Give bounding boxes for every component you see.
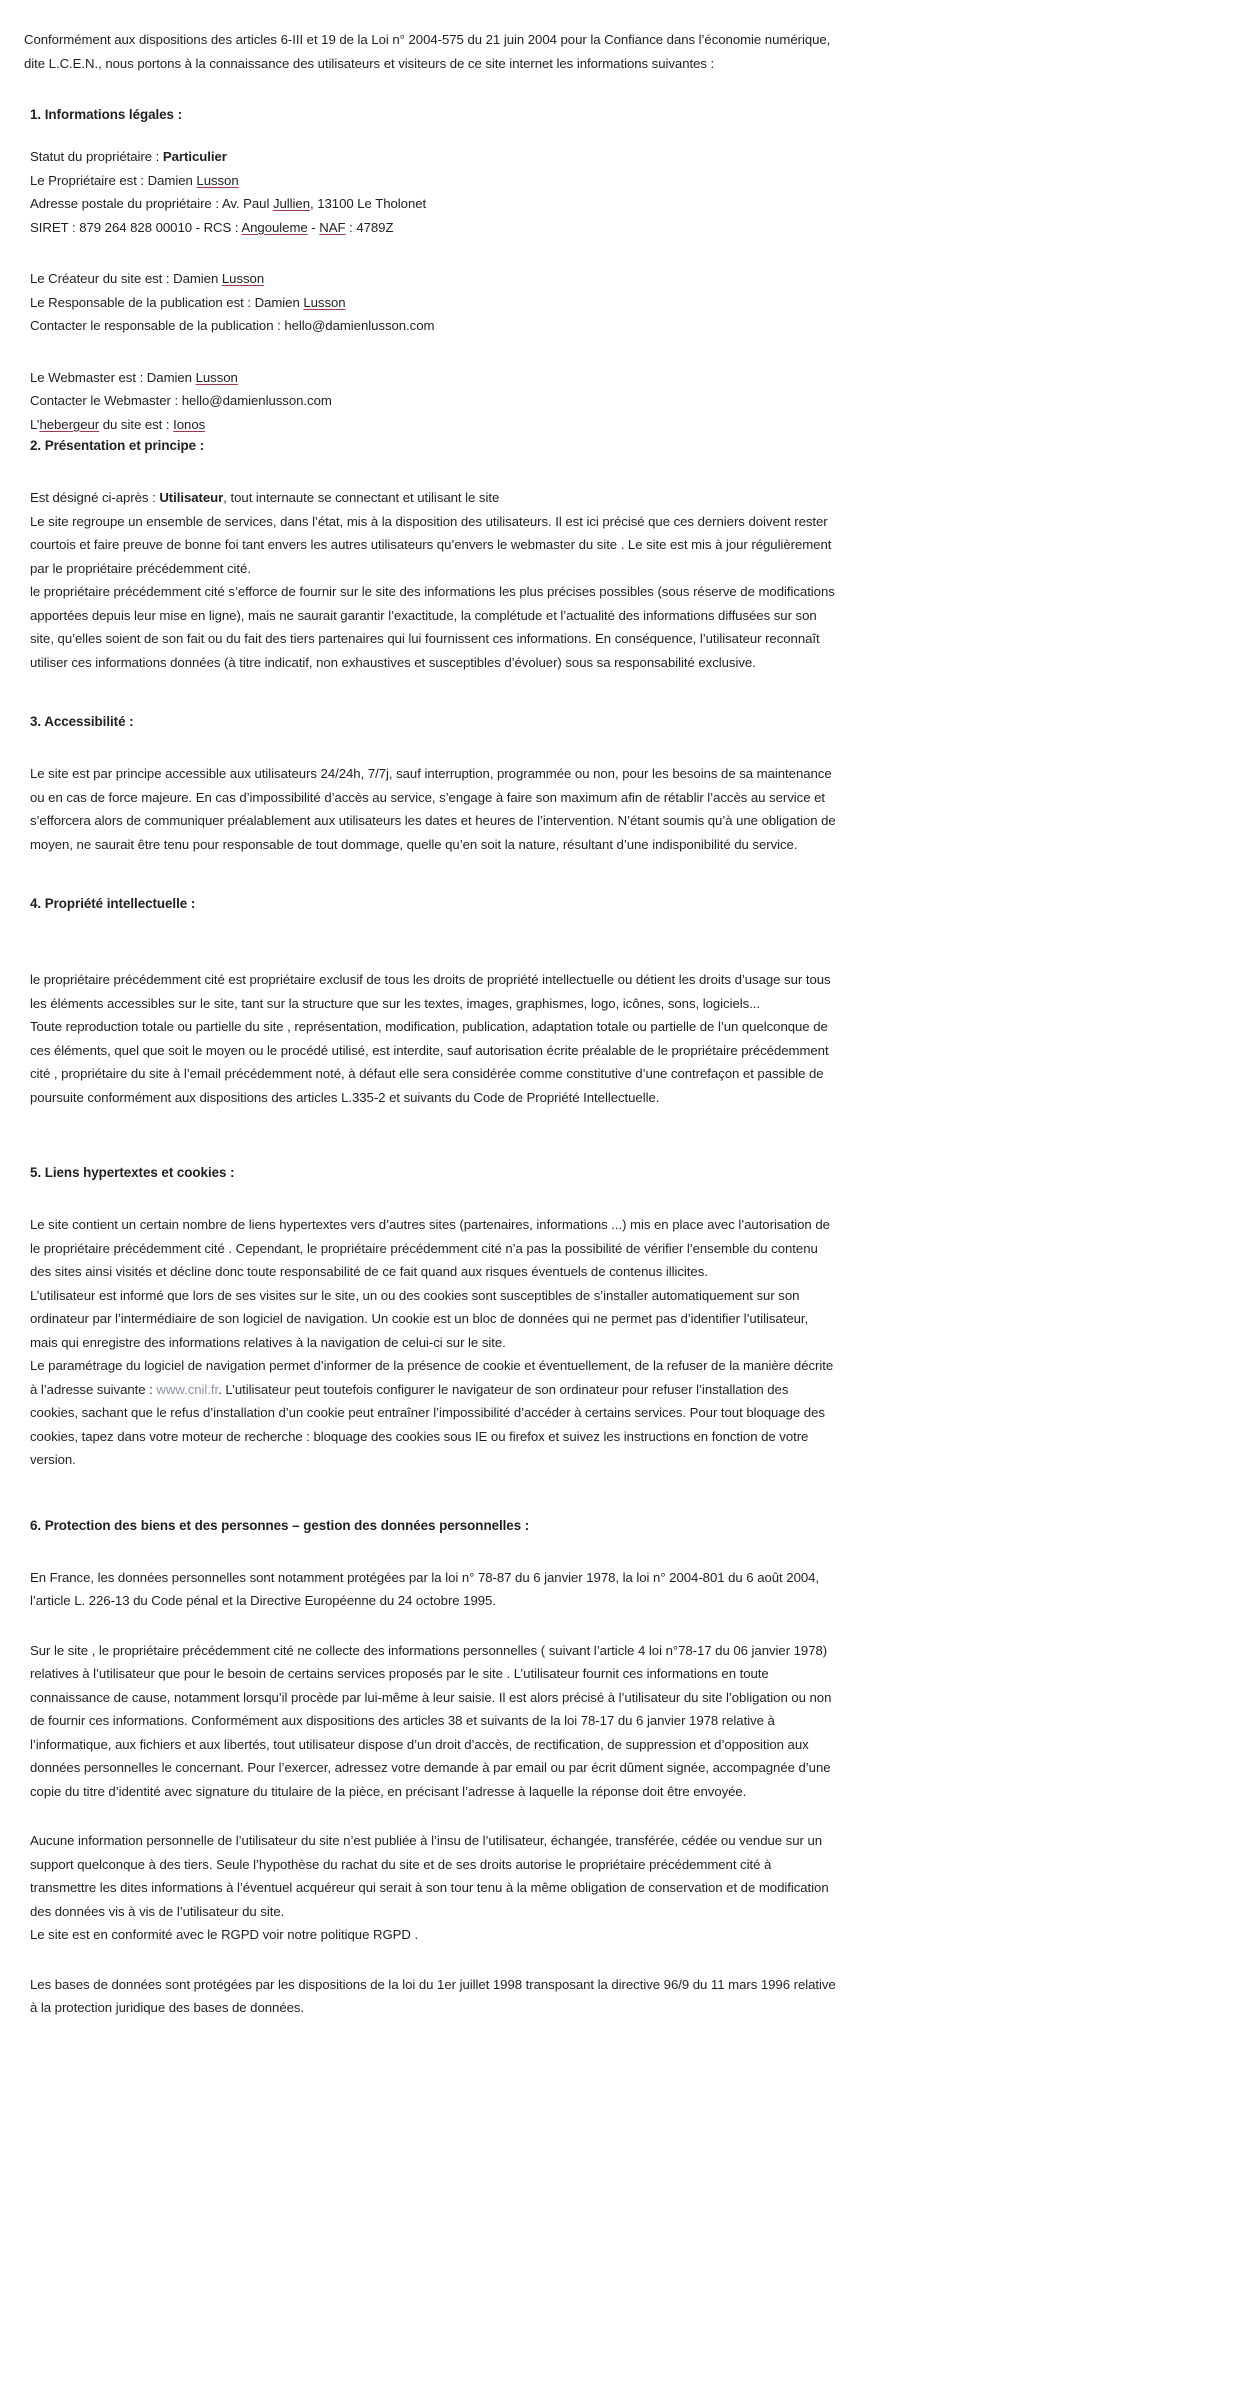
heading-section-2: 2. Présentation et principe : (30, 438, 205, 453)
owner-status-line (30, 145, 836, 169)
heading-section-4: 4. Propriété intellectuelle : (30, 896, 196, 911)
owner-surname: Lusson (196, 172, 239, 188)
publication-manager-label: Le Responsable de la publication est : Damien (30, 294, 304, 310)
section-1-details (24, 145, 836, 436)
creator-label: Le Créateur du site est : Damien (30, 271, 222, 286)
contact-webmaster-line: Contacter le Webmaster : hello@damienlusson.com (30, 393, 332, 408)
owner-address-city: , 13100 Le Tholonet (310, 196, 427, 211)
user-definition-suffix: , tout internaute se connectant et utilisant le site (223, 490, 500, 505)
document-content (24, 28, 836, 2020)
section-3-body (24, 762, 836, 856)
webmaster-line (30, 366, 836, 390)
webmaster-label: Le Webmaster est : Damien (30, 369, 196, 385)
section-6-paragraph-2: Sur le site , le propriétaire précédemment cité ne collecte des informations personnelles ( suivant l’article 4 loi n°78-17 du 06 janvier 1978) relatives à l’utilisateur que pour le besoin de certains services proposés par le site . L’utilisateur fournit ces informations en toute connaissance de cause, notamment lorsqu’il procède par lui-même à leur saisie. Il est alors précisé à l’utilisateur du site l’obligation ou non de fournir ces informations. Conformément aux dispositions des articles 38 et suivants de la loi 78-17 du 6 janvier 1978 relative à l’informatique, aux fichiers et aux libertés, tout utilisateur dispose d’un droit d’accès, de rectification, de suppression et d’opposition aux données personnelles le concernant. Pour l’exercer, adressez votre demande à par email ou par écrit dûment signée, accompagnée d’une copie du titre d’identité avec signature du titulaire de la pièce, en précisant l’adresse à laquelle la réponse doit être envoyée. (30, 1642, 832, 1799)
owner-label: Le Propriétaire est : Damien (30, 172, 197, 188)
owner-address-street-name: Jullien (272, 196, 310, 211)
section-4-paragraph-1: le propriétaire précédemment cité est propriétaire exclusif de tous les droits de propriété intellectuelle ou détient les droits d’usage sur tous les éléments accessibles sur le site, tant sur la structure que sur les textes, images, graphismes, logo, icônes, sons, logiciels... (30, 972, 831, 1011)
section-2-paragraph-1 (30, 486, 836, 510)
section-6-paragraph-5: Les bases de données sont protégées par les dispositions de la loi du 1er juillet 1998 transposant la directive 96/9 du 11 mars 1996 relative à la protection juridique des bases de données. (30, 1976, 836, 2015)
cnil-link[interactable]: www.cnil.fr (156, 1381, 219, 1397)
naf-value: : 4789Z (345, 219, 394, 235)
user-definition-prefix: Est désigné ci-après : (30, 490, 160, 505)
owner-status-value: Particulier (162, 149, 227, 164)
cookie-settings-text-after: . L’utilisateur peut toutefois configurer le navigateur de son ordinateur pour refuser l’installation des cookies, sachant que le refus d’installation d’un cookie peut entraîner l’impossibilité d’accéder à certains services. Pour tout bloquage des cookies, tapez dans votre moteur de recherche : bloquage des cookies sous IE ou firefox et suivez les instructions en fonction de votre version. (30, 1381, 825, 1467)
host-label: hebergeur (39, 416, 100, 432)
section-2-paragraph-3: le propriétaire précédemment cité s’efforce de fournir sur le site des informations les plus précises possibles (sous réserve de modifications apportées depuis leur mise en ligne), mais ne saurait garantir l’exactitude, la complétude et l’actualité des informations diffusées sur son site, qu’elles soient de son fait ou du fait des tiers partenaires qui lui fournissent ces informations. En conséquence, l’utilisateur reconnaît utiliser ces informations données (à titre indicatif, non exhaustives et susceptibles d’évoluer) sous sa responsabilité exclusive. (30, 584, 835, 670)
rcs-city: Angouleme (241, 219, 308, 235)
section-5-paragraph-3 (30, 1354, 836, 1472)
contact-publication-manager-line: Contacter le responsable de la publication : hello@damienlusson.com (30, 318, 435, 333)
section-5-paragraph-2: L’utilisateur est informé que lors de ses visites sur le site, un ou des cookies sont susceptibles de s’installer automatiquement sur son ordinateur par l’intermédiaire de son logiciel de navigation. Un cookie est un bloc de données qui ne permet pas d’identifier l’utilisateur, mais qui enregistre des informations relatives à la navigation de celui-ci sur le site. (30, 1287, 809, 1350)
host-name: Ionos (173, 416, 206, 432)
webmaster-surname: Lusson (195, 369, 238, 385)
section-6-body (24, 1566, 836, 2020)
naf-label: NAF (319, 219, 346, 235)
siret-line (30, 216, 836, 240)
section-6-paragraph-3: Aucune information personnelle de l’utilisateur du site n’est publiée à l’insu de l’utilisateur, échangée, transférée, cédée ou vendue sur un support quelconque à des tiers. Seule l’hypothèse du rachat du site et de ses droits autorise le propriétaire précédemment cité à transmettre les dites informations à l’éventuel acquéreur qui serait à son tour tenu à la même obligation de conservation et de modification des données vis à vis de l’utilisateur du site. (30, 1833, 829, 1919)
owner-address-label: Adresse postale du propriétaire : Av. Paul (30, 196, 273, 211)
creator-surname: Lusson (221, 271, 265, 286)
intro-paragraph: Conformément aux dispositions des articles 6-III et 19 de la Loi n° 2004-575 du 21 juin 2004 pour la Confiance dans l’économie numérique, dite L.C.E.N., nous portons à la connaissance des utilisateurs et visiteurs de ce site internet les informations suivantes : (24, 32, 831, 71)
heading-section-5: 5. Liens hypertextes et cookies : (30, 1165, 235, 1180)
section-4-paragraph-2: Toute reproduction totale ou partielle du site , représentation, modification, publication, adaptation totale ou partielle de l’un quelconque de ces éléments, quel que soit le moyen ou le procédé utilisé, est interdite, sauf autorisation écrite préalable de le propriétaire précédemment cité , propriétaire du site à l’email précédemment noté, à défaut elle sera considérée comme constitutive d’une contrefaçon et passible de poursuite conformément aux dispositions des articles L.335-2 et suivants du Code de Propriété Intellectuelle. (30, 1019, 829, 1105)
section-3-paragraph-1: Le site est par principe accessible aux utilisateurs 24/24h, 7/7j, sauf interruption, programmée ou non, pour les besoins de sa maintenance ou en cas de force majeure. En cas d’impossibilité d’accès au service, s’engage à faire son maximum afin de rétablir l’accès au service et s’efforcera alors de communiquer préalablement aux utilisateurs les dates et heures de l’intervention. N’étant soumis qu’à une obligation de moyen, ne saurait être tenu pour responsable de tout dommage, quelle qu’en soit la nature, résultant d’une indisponibilité du service. (30, 766, 836, 852)
host-line (30, 413, 836, 437)
siret-label: SIRET : 879 264 828 00010 - RCS : (30, 219, 242, 235)
owner-line (30, 169, 836, 193)
heading-section-3: 3. Accessibilité : (30, 714, 134, 729)
section-6-paragraph-1: En France, les données personnelles sont notamment protégées par la loi n° 78-87 du 6 janvier 1978, la loi n° 2004-801 du 6 août 2004, l’article L. 226-13 du Code pénal et la Directive Européenne du 24 octobre 1995. (30, 1569, 820, 1608)
host-article: L’ (30, 416, 40, 432)
heading-section-1: 1. Informations légales : (30, 107, 183, 122)
cookie-settings-text-before: Le paramétrage du logiciel de navigation permet d’informer de la présence de cookie et éventuellement, de la refuser de la manière décrite à l’adresse suivante : (30, 1358, 834, 1397)
owner-status-label: Statut du propriétaire : (30, 149, 163, 164)
owner-address-line (30, 192, 836, 216)
section-4-body (24, 968, 836, 1109)
user-definition-term: Utilisateur (159, 490, 224, 505)
section-5-body (24, 1213, 836, 1472)
publication-manager-surname: Lusson (303, 294, 346, 310)
section-2-paragraph-2: Le site regroupe un ensemble de services, dans l’état, mis à la disposition des utilisateurs. Il est ici précisé que ces derniers doivent rester courtois et faire preuve de bonne foi tant envers les autres utilisateurs qu’envers le webmaster du site . Le site est mis à jour régulièrement par le propriétaire précédemment cité. (30, 513, 832, 576)
siret-separator: - (307, 219, 320, 235)
section-5-paragraph-1: Le site contient un certain nombre de liens hypertextes vers d’autres sites (partenaires, informations ...) mis en place avec l’autorisation de le propriétaire précédemment cité . Cependant, le propriétaire précédemment cité n’a pas la possibilité de vérifier l’ensemble du contenu des sites ainsi visités et décline donc toute responsabilité de ce fait quand aux risques éventuels de contenus illicites. (30, 1217, 830, 1279)
creator-line (30, 267, 836, 291)
publication-manager-line (30, 291, 836, 315)
section-2-body (24, 486, 836, 674)
host-connector: du site est : (99, 416, 174, 432)
section-6-paragraph-4: Le site est en conformité avec le RGPD voir notre politique RGPD . (30, 1927, 419, 1942)
heading-section-6: 6. Protection des biens et des personnes – gestion des données personnelles : (30, 1517, 530, 1533)
